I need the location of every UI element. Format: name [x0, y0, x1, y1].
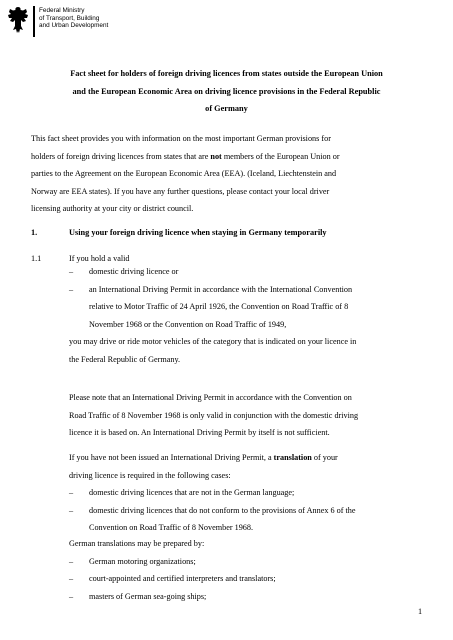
- section-title: Using your foreign driving licence when staying in Germany temporarily: [69, 228, 327, 237]
- intro-line: parties to the Agreement on the European Economic Area (EEA). (Iceland, Liechtenstein and: [31, 169, 337, 178]
- ministry-line: Federal Ministry: [39, 7, 85, 14]
- after-list-line: the Federal Republic of Germany.: [69, 354, 181, 364]
- list-item: – domestic driving licence or: [69, 263, 356, 281]
- logo-divider: [33, 6, 35, 37]
- dash-bullet: –: [69, 591, 74, 601]
- translation-line: If you have not been issued an International Driving Permit, a translation of your: [69, 453, 338, 462]
- list-item: – domestic driving licences that do not conform to the provisions of Annex 6 of the: [69, 502, 356, 520]
- ministry-line: of Transport, Building: [39, 14, 100, 22]
- dash-bullet: –: [69, 556, 74, 566]
- dash-bullet: –: [69, 505, 74, 515]
- intro-line: holders of foreign driving licences from states that are not members of the European Union or: [31, 151, 340, 161]
- note-line: licence it is based on. An International Driving Permit by itself is not sufficient.: [69, 428, 330, 438]
- note-line: Please note that an International Driving Permit in accordance with the Convention on: [69, 393, 352, 402]
- translators-paragraph: [69, 535, 276, 605]
- title-line: of Germany: [205, 104, 248, 114]
- list-item: – domestic driving licences that are not in the German language;: [69, 484, 356, 502]
- list-item: – masters of German sea-going ships;: [69, 588, 276, 606]
- emphasis-translation: translation: [273, 453, 312, 462]
- list-item-continuation: Convention on Road Traffic of 8 November 1968.: [89, 523, 254, 533]
- page-number: 1: [418, 607, 423, 616]
- subsection-lead: [31, 254, 129, 263]
- federal-eagle-icon: [6, 4, 30, 40]
- title-line: Fact sheet for holders of foreign driving licences from states outside the European Union: [70, 69, 383, 78]
- section-heading: [31, 228, 327, 237]
- list-item-continuation: relative to Motor Traffic of 24 April 1926, the Convention on Road Traffic of 8: [89, 302, 349, 312]
- emphasis-not: not: [210, 151, 222, 161]
- translation-paragraph: [69, 449, 356, 537]
- title-line: and the European Economic Area on driving licence provisions in the Federal Republic: [72, 86, 381, 96]
- dash-bullet: –: [69, 284, 74, 294]
- translation-line: driving licence is required in the following cases:: [69, 470, 231, 480]
- licence-type-list: [69, 263, 356, 369]
- list-item: – German motoring organizations;: [69, 553, 276, 571]
- intro-line: This fact sheet provides you with information on the most important German provisions for: [31, 134, 331, 143]
- subsection-number: 1.1: [31, 254, 42, 263]
- note-line: Road Traffic of 8 November 1968 is only valid in conjunction with the domestic driving: [69, 410, 359, 420]
- ministry-name: [39, 7, 108, 30]
- intro-paragraph: [31, 130, 340, 218]
- dash-bullet: –: [69, 267, 74, 276]
- list-item-continuation: November 1968 or the Convention on Road Traffic of 1949,: [89, 319, 287, 329]
- document-title: [22, 65, 431, 118]
- idp-note-paragraph: [69, 389, 358, 442]
- list-item: – court-appointed and certified interpreters and translators;: [69, 570, 276, 588]
- dash-bullet: –: [69, 488, 74, 498]
- intro-line: Norway are EEA states). If you have any further questions, please contact your local driver: [31, 186, 330, 196]
- dash-bullet: –: [69, 574, 74, 584]
- section-number: 1.: [31, 228, 38, 237]
- ministry-line: and Urban Development: [39, 22, 109, 30]
- subsection-lead-text: If you hold a valid: [69, 254, 130, 263]
- list-item: – an International Driving Permit in accordance with the International Convention: [69, 281, 356, 299]
- after-list-line: you may drive or ride motor vehicles of the category that is indicated on your licence in: [69, 337, 357, 347]
- translators-lead: German translations may be prepared by:: [69, 539, 205, 548]
- intro-line: licensing authority at your city or district council.: [31, 204, 194, 213]
